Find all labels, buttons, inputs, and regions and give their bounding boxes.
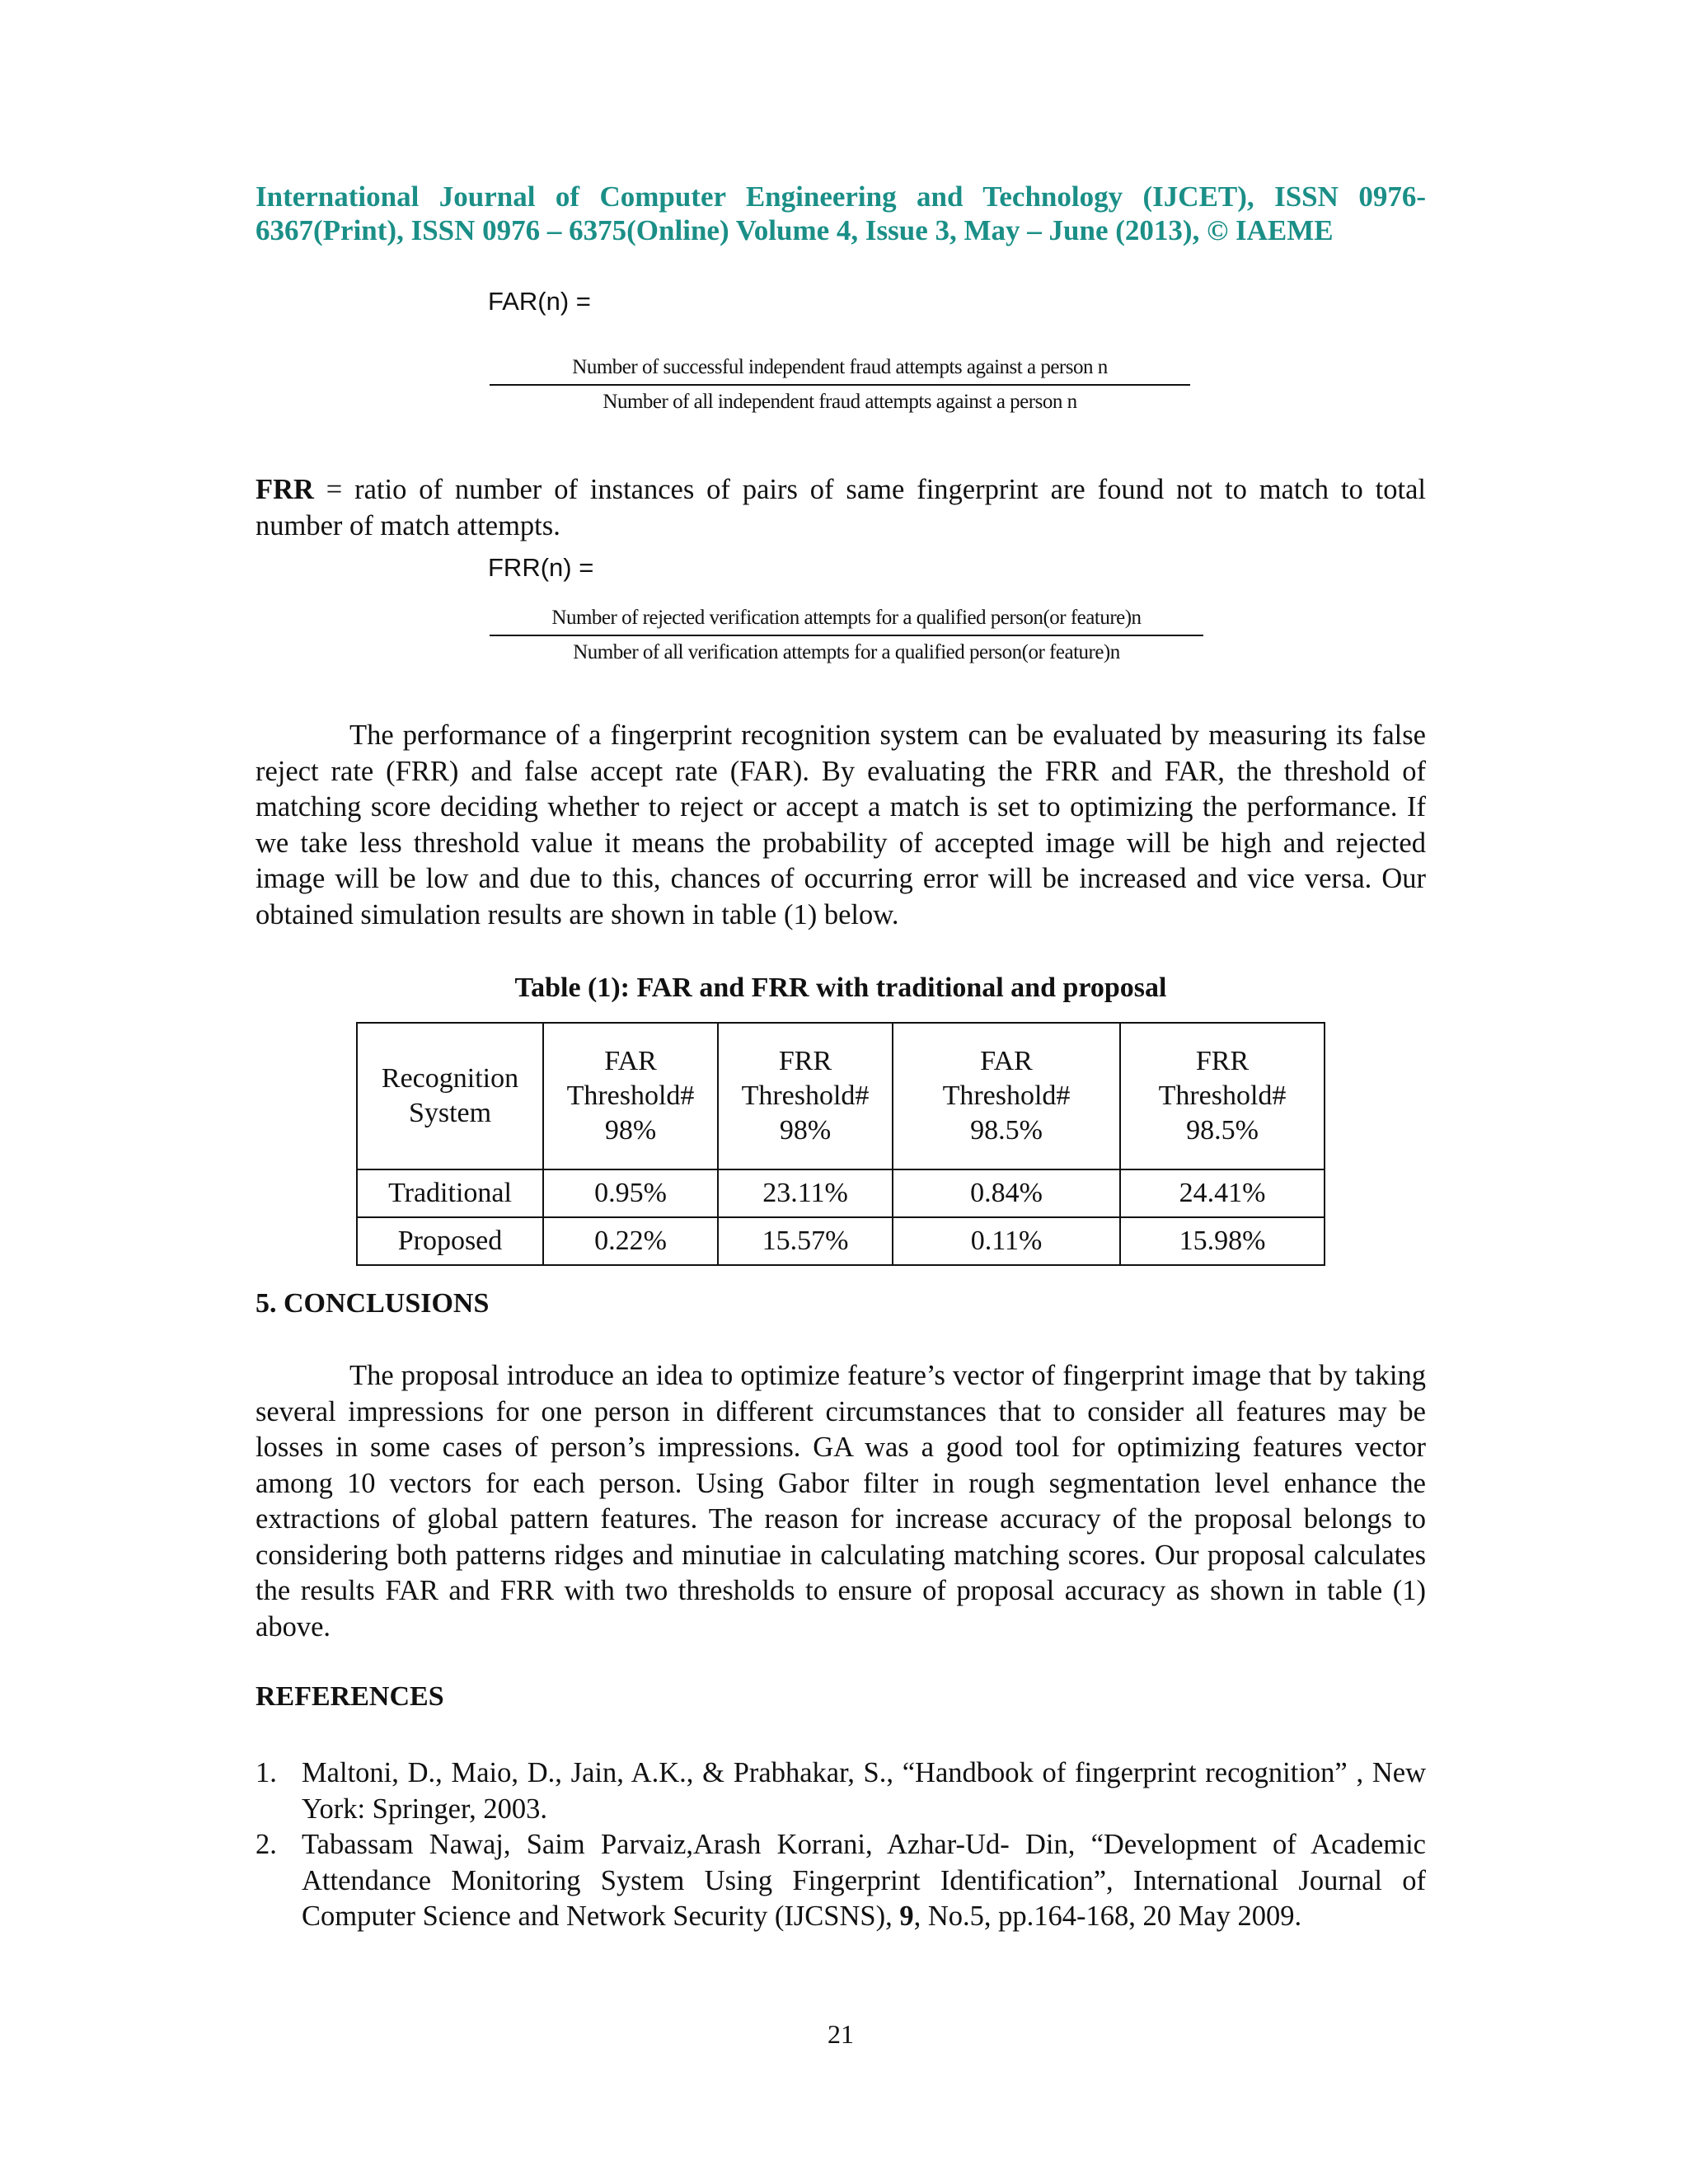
reference-text: Tabassam Nawaj, Saim Parvaiz,Arash Korrani, Azhar-Ud- Din, “Development of Academic Attendance Monitoring System Using Fingerprint Identification”, International Journal of Computer Science and Network Security (IJCSNS), 9, No.5, pp.164-168, 20 May 2009. — [302, 1829, 1426, 1932]
frr-definition-text: = ratio of number of instances of pairs of same fingerprint are found not to match to total number of match attempts. — [256, 474, 1426, 541]
conclusions-heading: 5. CONCLUSIONS — [256, 1288, 490, 1319]
frr-fraction — [490, 607, 1203, 664]
journal-header — [256, 180, 1426, 247]
frr-formula — [488, 553, 593, 583]
table-cell: 0.22% — [543, 1217, 718, 1265]
frr-formula-label: FRR(n) = — [488, 553, 594, 582]
conclusions-paragraph: The proposal introduce an idea to optimize feature’s vector of fingerprint image that by taking several impressions for one person in different circumstances that to consider all features may be losses in some cases of person’s impressions. GA was a good tool for optimizing features vector among 10 vectors for each person. Using Gabor filter in rough segmentation level enhance the extractions of global pattern features. The reason for increase accuracy of the proposal belongs to considering both patterns ridges and minutiae in calculating matching scores. Our proposal calculates the results FAR and FRR with two thresholds to ensure of proposal accuracy as shown in table (1) above. — [256, 1360, 1426, 1643]
header-recognition-system: Recognition System — [357, 1023, 543, 1169]
far-denominator: Number of all independent fraud attempts against a person n — [603, 391, 1077, 413]
results-table — [356, 1022, 1325, 1266]
far-fraction — [490, 356, 1190, 414]
frr-term: FRR — [256, 474, 314, 505]
table-caption: Table (1): FAR and FRR with traditional and proposal — [514, 972, 1167, 1003]
table-cell: Proposed — [357, 1217, 543, 1265]
table-header-row — [357, 1023, 1325, 1169]
page-number: 21 — [828, 2019, 854, 2049]
frr-numerator: Number of rejected verification attempts for a qualified person(or feature)n — [490, 607, 1203, 636]
reference-number: 1. — [256, 1757, 277, 1788]
list-item — [256, 1827, 1426, 1935]
journal-header-line2: 6367(Print), ISSN 0976 – 6375(Online) Volume 4, Issue 3, May – June (2013), © IAEME — [256, 214, 1334, 246]
reference-text: Maltoni, D., Maio, D., Jain, A.K., & Prabhakar, S., “Handbook of fingerprint recognition” , New York: Springer, 2003. — [302, 1757, 1426, 1825]
reference-number: 2. — [256, 1829, 277, 1860]
far-formula-label: FAR(n) = — [488, 287, 591, 316]
table-cell: 0.95% — [543, 1169, 718, 1217]
table-cell: 15.57% — [718, 1217, 893, 1265]
references-list — [256, 1755, 1426, 1935]
references-heading: REFERENCES — [256, 1681, 444, 1712]
header-far-98: FAR Threshold# 98% — [543, 1023, 718, 1169]
table-cell: 24.41% — [1120, 1169, 1325, 1217]
table-cell: 23.11% — [718, 1169, 893, 1217]
table-row — [357, 1217, 1325, 1265]
list-item — [256, 1755, 1426, 1827]
frr-denominator: Number of all verification attempts for a qualified person(or feature)n — [573, 641, 1120, 663]
header-far-98-5: FAR Threshold# 98.5% — [893, 1023, 1120, 1169]
table-cell: 0.11% — [893, 1217, 1120, 1265]
performance-paragraph: The performance of a fingerprint recognition system can be evaluated by measuring its false reject rate (FRR) and false accept rate (FAR). By evaluating the FRR and FAR, the threshold of matching score deciding whether to reject or accept a match is set to optimizing the performance. If we take less threshold value it means the probability of accepted image will be high and rejected image will be low and due to this, chances of occurring error will be increased and vice versa. Our obtained simulation results are shown in table (1) below. — [256, 719, 1426, 930]
table-row — [357, 1169, 1325, 1217]
far-numerator: Number of successful independent fraud attempts against a person n — [490, 356, 1190, 386]
far-formula — [488, 287, 591, 316]
table-cell: 15.98% — [1120, 1217, 1325, 1265]
frr-definition — [256, 472, 1426, 544]
table-cell: Traditional — [357, 1169, 543, 1217]
journal-header-line1: International Journal of Computer Engineering and Technology (IJCET), ISSN 0976- — [256, 180, 1426, 213]
header-frr-98: FRR Threshold# 98% — [718, 1023, 893, 1169]
table-cell: 0.84% — [893, 1169, 1120, 1217]
header-frr-98-5: FRR Threshold# 98.5% — [1120, 1023, 1325, 1169]
